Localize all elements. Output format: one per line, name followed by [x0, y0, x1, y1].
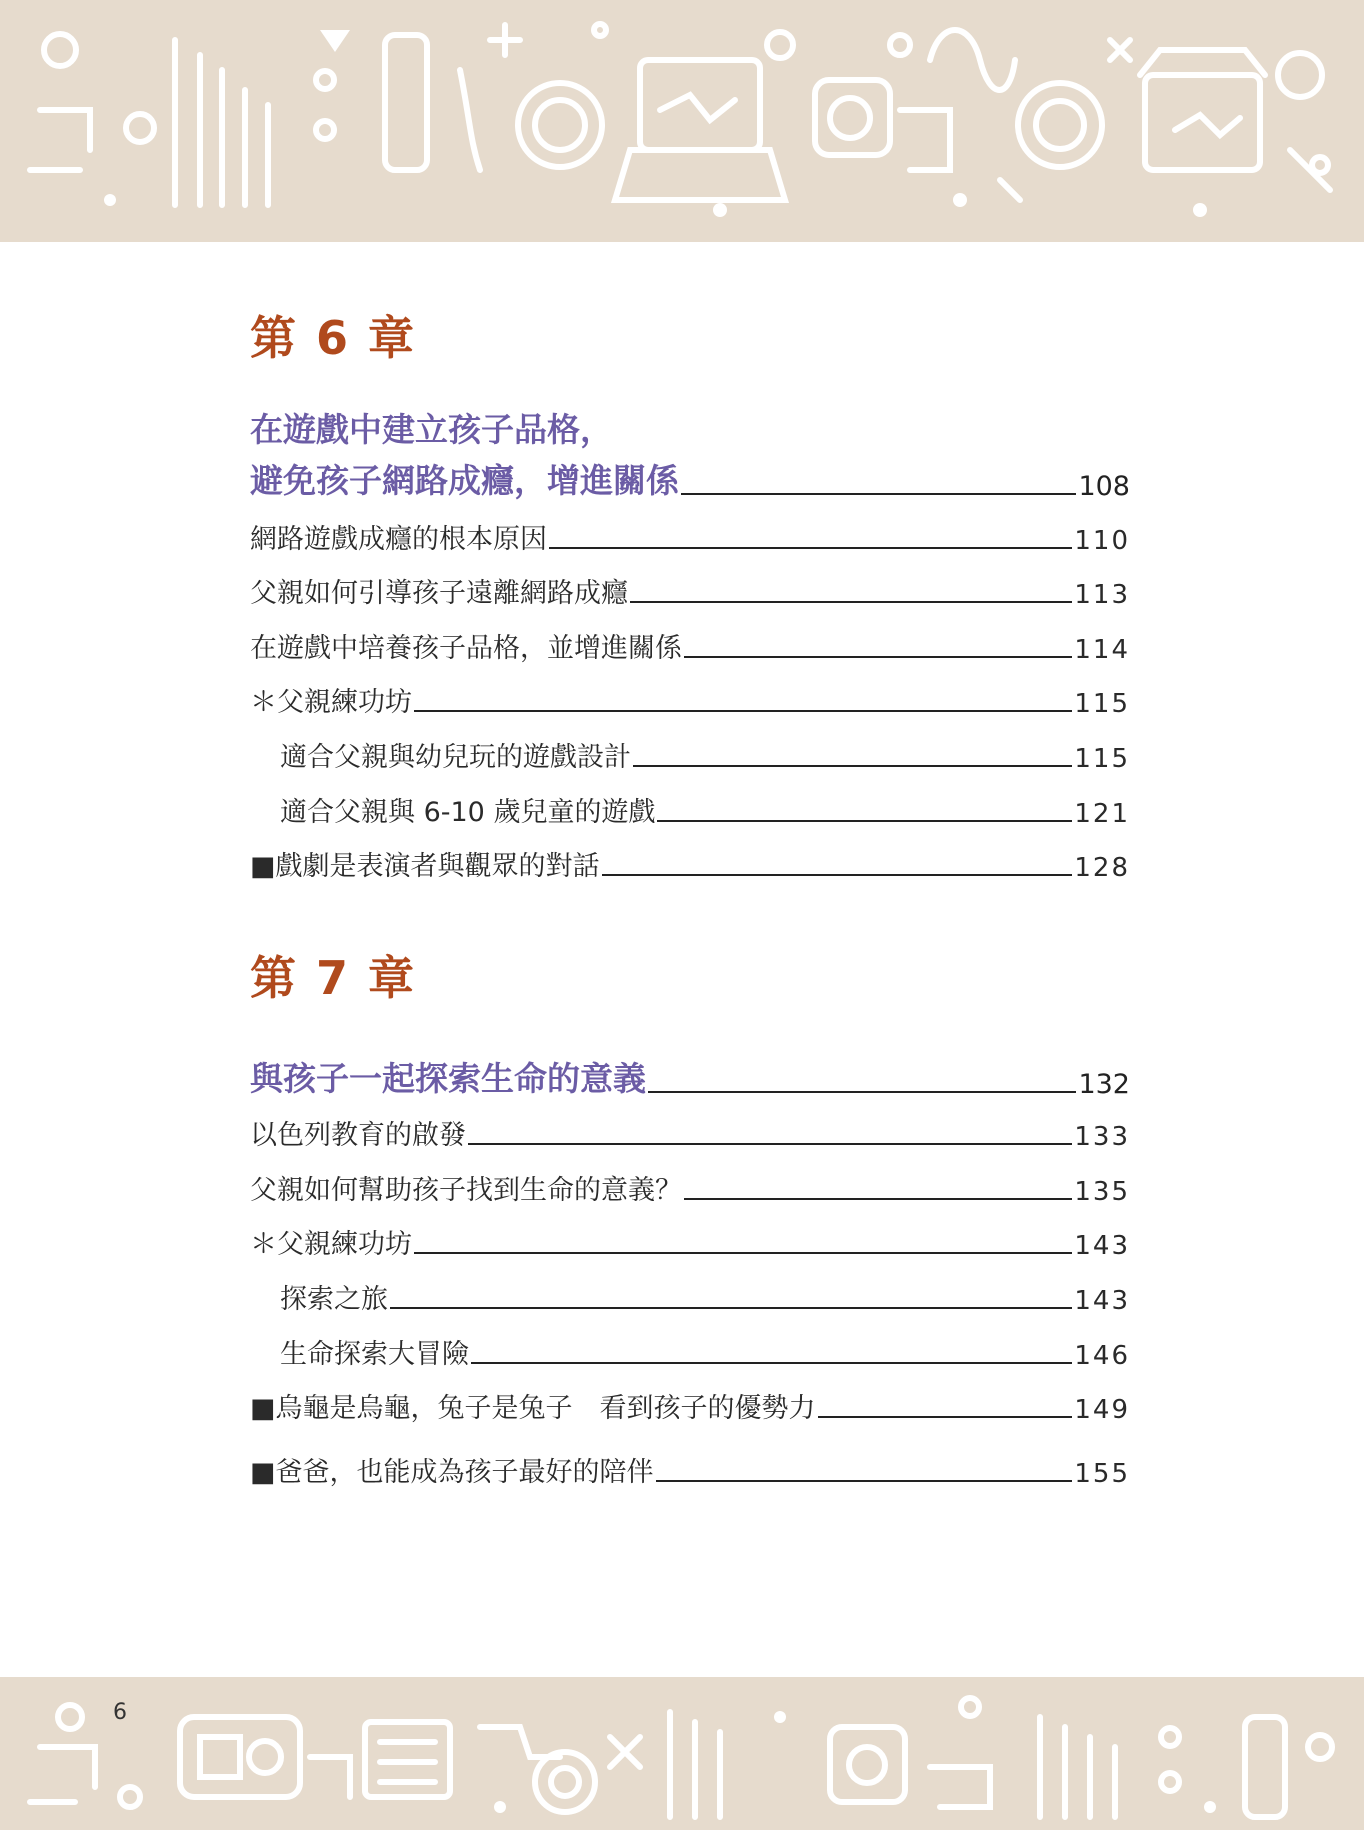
toc-entry[interactable] [250, 502, 1130, 556]
leader-line [633, 765, 1072, 767]
leader-line [549, 547, 1072, 549]
leader-line [414, 710, 1072, 712]
chapter-6-section [250, 308, 1130, 883]
tech-doodle-pattern-icon [0, 1677, 1364, 1830]
leader-line [648, 1091, 1076, 1093]
toc-entry-main[interactable] [250, 454, 1130, 502]
leader-line [684, 656, 1072, 658]
tech-doodle-pattern-icon [0, 0, 1364, 242]
leader-line [390, 1307, 1072, 1309]
toc-label: ■戲劇是表演者與觀眾的對話 [250, 851, 600, 882]
leader-line [414, 1252, 1072, 1254]
leader-line [684, 1198, 1072, 1200]
toc-entry[interactable] [250, 665, 1130, 719]
leader-line [656, 1480, 1073, 1482]
footer-decor-band [0, 1677, 1364, 1830]
toc-label: 避免孩子網路成癮，增進關係 [250, 461, 679, 500]
toc-entry[interactable] [250, 774, 1130, 829]
toc-page-number: 143 [1074, 1286, 1130, 1316]
toc-page-number: 128 [1074, 853, 1130, 883]
chapter-title: 第 7 章 [250, 951, 417, 1005]
toc-label: ＊父親練功坊 [250, 687, 412, 718]
toc-page-number: 155 [1074, 1459, 1130, 1489]
toc-entry[interactable] [250, 1425, 1130, 1489]
toc-page-number: 133 [1074, 1122, 1130, 1152]
leader-line [657, 820, 1072, 822]
toc-entry[interactable] [250, 1371, 1130, 1425]
toc-entry[interactable] [250, 1316, 1130, 1371]
toc-entry[interactable] [250, 1152, 1130, 1207]
toc-page-number: 135 [1074, 1177, 1130, 1207]
toc-label: 以色列教育的啟發 [250, 1120, 466, 1151]
toc-page-number: 115 [1074, 744, 1130, 774]
toc-label: 在遊戲中培養孩子品格，並增進關係 [250, 633, 682, 664]
toc-page-number: 108 [1078, 471, 1130, 502]
toc-label: 適合父親與幼兒玩的遊戲設計 [280, 742, 631, 773]
leader-line [681, 493, 1076, 495]
toc-label: ■爸爸，也能成為孩子最好的陪伴 [250, 1457, 654, 1488]
toc-page-number: 121 [1074, 799, 1130, 829]
toc-entry[interactable] [250, 719, 1130, 774]
toc-entry-main[interactable] [250, 1046, 1130, 1100]
page-number: 6 [113, 1700, 127, 1725]
chapter-main-title-line1: 在遊戲中建立孩子品格， [250, 410, 613, 449]
toc-label: 生命探索大冒險 [280, 1339, 469, 1370]
toc-entry[interactable] [250, 1207, 1130, 1261]
chapter-title: 第 6 章 [250, 311, 417, 365]
chapter-7-section [250, 948, 1130, 1489]
toc-entry[interactable] [250, 556, 1130, 610]
toc-label: 與孩子一起探索生命的意義 [250, 1059, 646, 1098]
toc-page-number: 146 [1074, 1341, 1130, 1371]
toc-page-number: 149 [1074, 1395, 1130, 1425]
toc-page-number: 113 [1074, 580, 1130, 610]
toc-page-number: 110 [1074, 526, 1130, 556]
toc-entry[interactable] [250, 1100, 1130, 1152]
toc-label: 適合父親與 6-10 歲兒童的遊戲 [280, 797, 656, 828]
toc-entry[interactable] [250, 1261, 1130, 1316]
toc-page-number: 114 [1074, 635, 1130, 665]
toc-page-number: 132 [1078, 1069, 1130, 1100]
leader-line [468, 1143, 1072, 1145]
toc-label: 探索之旅 [280, 1284, 388, 1315]
header-decor-band [0, 0, 1364, 242]
toc-entry[interactable] [250, 610, 1130, 665]
toc-page-number: 115 [1074, 689, 1130, 719]
toc-label: ＊父親練功坊 [250, 1229, 412, 1260]
leader-line [471, 1362, 1072, 1364]
toc-label: 網路遊戲成癮的根本原因 [250, 524, 547, 555]
toc-label: ■烏龜是烏龜，兔子是兔子 看到孩子的優勢力 [250, 1393, 816, 1424]
leader-line [818, 1416, 1073, 1418]
leader-line [602, 874, 1073, 876]
toc-label: 父親如何引導孩子遠離網路成癮 [250, 578, 628, 609]
toc-page-number: 143 [1074, 1231, 1130, 1261]
leader-line [630, 601, 1072, 603]
toc-entry[interactable] [250, 829, 1130, 883]
toc-label: 父親如何幫助孩子找到生命的意義？ [250, 1175, 682, 1206]
